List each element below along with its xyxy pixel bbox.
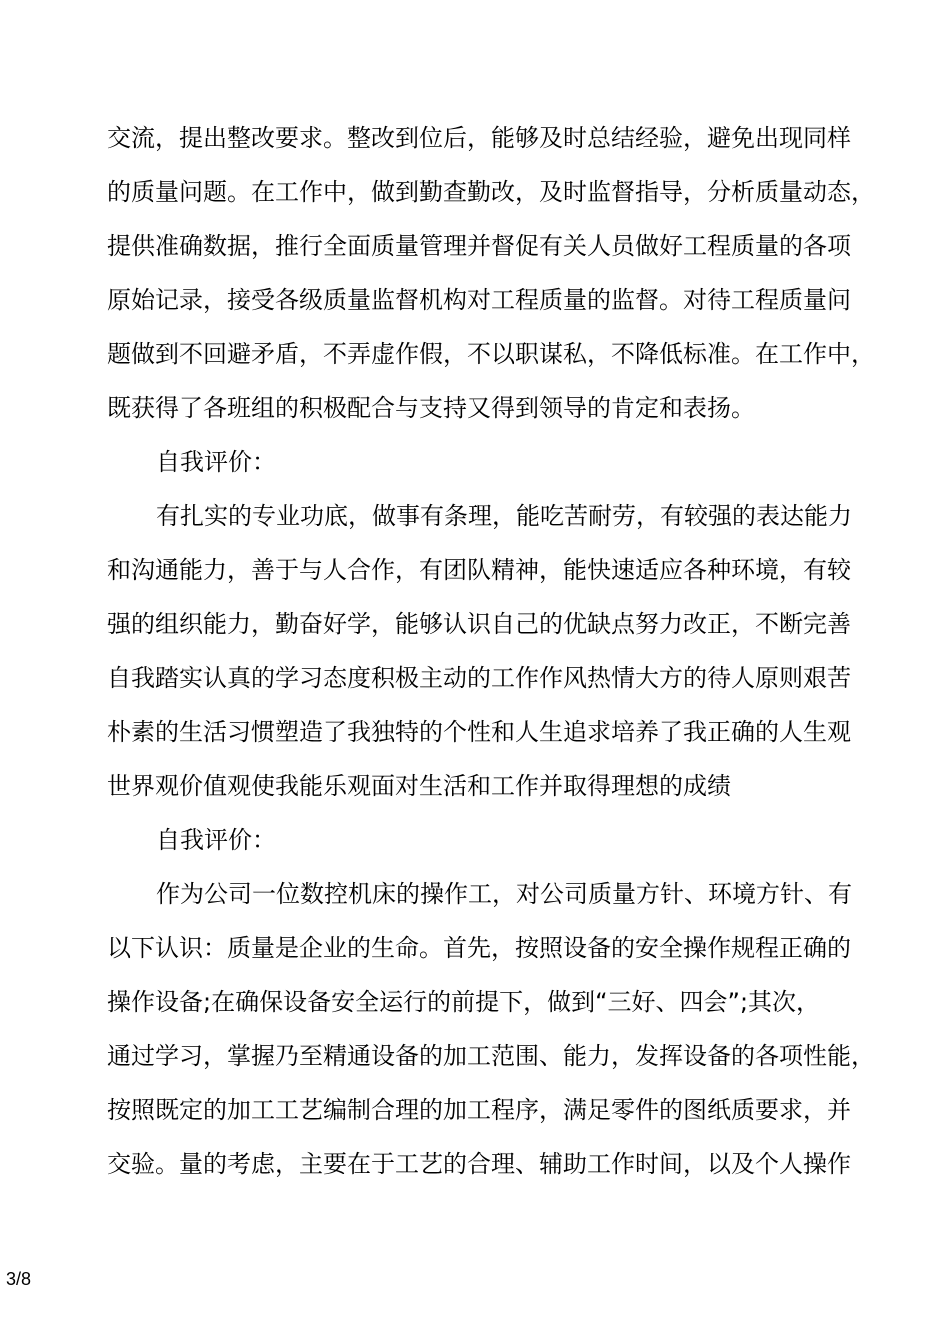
- text-line: 自我踏实认真的学习态度积极主动的工作作风热情大方的待人原则艰苦: [107, 664, 851, 692]
- text-line: 交验。量的考虑，主要在于工艺的合理、辅助工作时间，以及个人操作: [107, 1150, 851, 1178]
- section-heading: 自我评价：: [156, 448, 276, 476]
- text-line: 以下认识：质量是企业的生命。首先，按照设备的安全操作规程正确的: [107, 934, 851, 962]
- section-heading: 自我评价：: [156, 826, 276, 854]
- text-line: 强的组织能力，勤奋好学，能够认识自己的优缺点努力改正，不断完善: [107, 610, 851, 638]
- text-line: 世界观价值观使我能乐观面对生活和工作并取得理想的成绩: [107, 772, 731, 800]
- text-line: 有扎实的专业功底，做事有条理，能吃苦耐劳，有较强的表达能力: [156, 502, 852, 530]
- page-number: 3/8: [6, 1269, 32, 1289]
- text-line: 既获得了各班组的积极配合与支持又得到领导的肯定和表扬。: [107, 394, 755, 422]
- text-line: 通过学习，掌握乃至精通设备的加工范围、能力，发挥设备的各项性能，: [107, 1042, 875, 1070]
- text-line: 提供准确数据，推行全面质量管理并督促有关人员做好工程质量的各项: [107, 232, 851, 260]
- text-line: 交流，提出整改要求。整改到位后，能够及时总结经验，避免出现同样: [107, 124, 851, 152]
- text-line: 原始记录，接受各级质量监督机构对工程质量的监督。对待工程质量问: [107, 286, 851, 314]
- text-line: 和沟通能力，善于与人合作，有团队精神，能快速适应各种环境，有较: [107, 556, 851, 584]
- text-line: 的质量问题。在工作中，做到勤查勤改，及时监督指导，分析质量动态，: [107, 178, 875, 206]
- text-line: 作为公司一位数控机床的操作工，对公司质量方针、环境方针、有: [156, 880, 852, 908]
- text-line: 朴素的生活习惯塑造了我独特的个性和人生追求培养了我正确的人生观: [107, 718, 851, 746]
- text-line: 题做到不回避矛盾，不弄虚作假，不以职谋私，不降低标准。在工作中，: [107, 340, 875, 368]
- text-line: 操作设备;在确保设备安全运行的前提下，做到“三好、四会”;其次，: [107, 988, 821, 1016]
- text-line: 按照既定的加工工艺编制合理的加工程序，满足零件的图纸质要求，并: [107, 1096, 851, 1124]
